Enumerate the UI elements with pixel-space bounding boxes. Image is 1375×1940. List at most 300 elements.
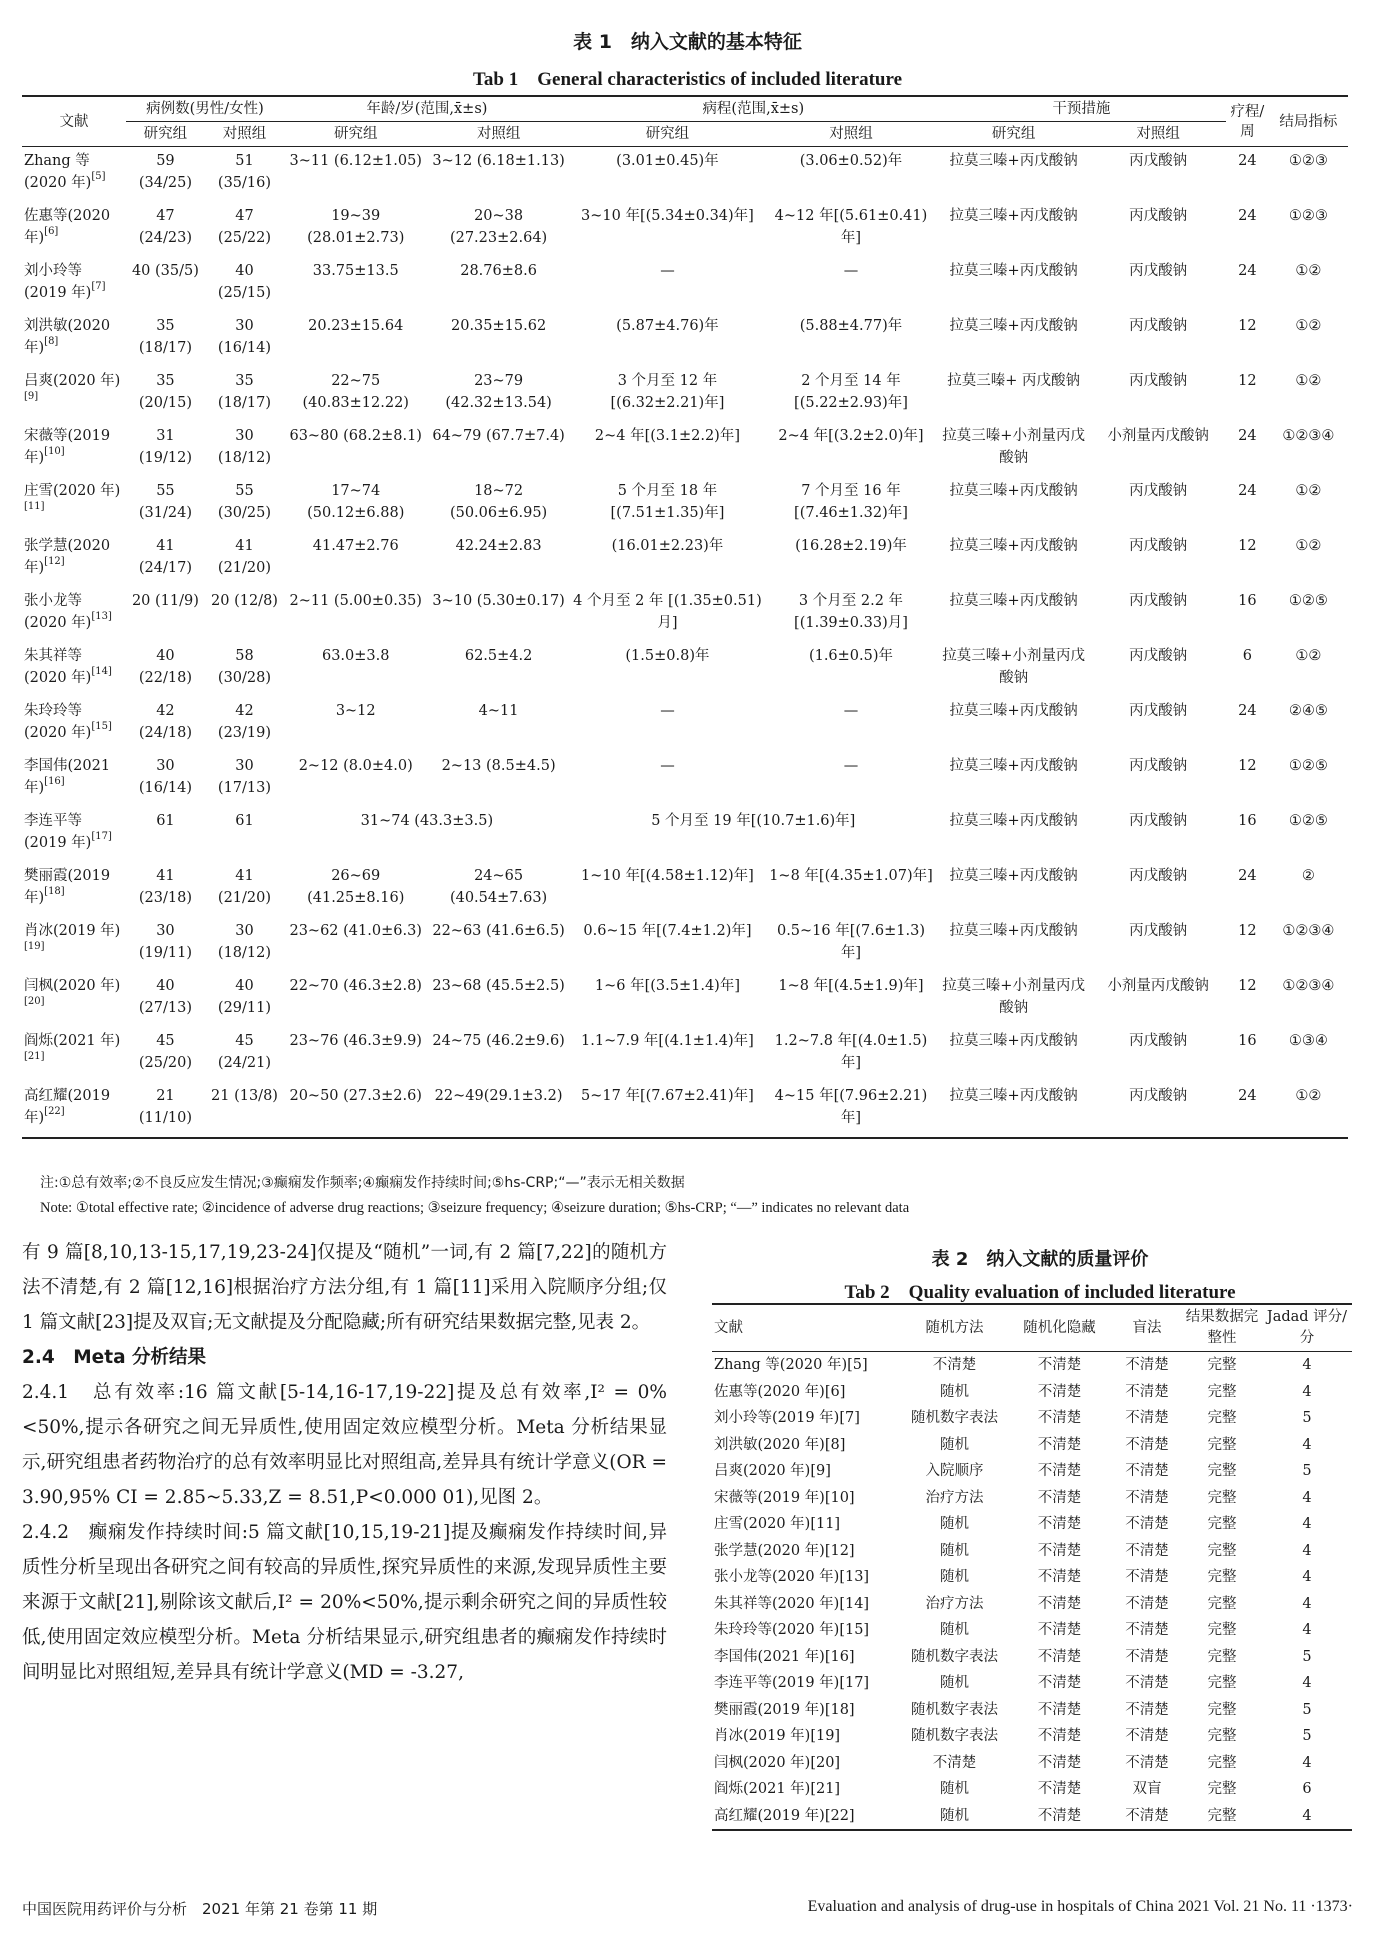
cell-random-method: 随机 (940, 1516, 969, 1533)
cell-completeness: 完整 (1207, 1595, 1237, 1612)
cell-course-study: 5 个月至 18 年 [(7.51±1.35)年] (610, 483, 725, 521)
cell-course-study: 3~10 年[(5.34±0.34)年] (581, 208, 754, 224)
t2-header-random: 随机方法 (902, 1304, 1007, 1352)
cell-completeness: 完整 (1207, 1542, 1237, 1559)
table-row (22, 642, 1348, 697)
t1-header-duration: 疗程/周 (1226, 96, 1269, 147)
cell-jadad-score: 4 (1302, 1516, 1312, 1533)
cell-reference: Zhang 等(2020 年)[5] (714, 1357, 868, 1374)
cell-cases-control: 45 (24/21) (217, 1033, 272, 1071)
cell-completeness: 完整 (1207, 1569, 1237, 1586)
cell-cases-study: 30 (16/14) (138, 758, 192, 796)
cell-reference: 肖冰(2019 年)[19] (714, 1728, 841, 1745)
cell-reference: 刘洪敏(2020 年)[8] (714, 1436, 846, 1453)
table2-caption-en: Tab 2 Quality evaluation of included literature (844, 1282, 1236, 1303)
cell-course-study: (3.01±0.45)年 (616, 153, 719, 169)
cell-age-control: 4~11 (478, 703, 519, 719)
cell-jadad-score: 4 (1302, 1754, 1312, 1771)
cell-age-study: 17~74 (50.12±6.88) (307, 483, 405, 521)
cell-reference (22, 1027, 126, 1082)
cell-age-control: 3~10 (5.30±0.17) (432, 593, 565, 609)
cell-duration: 24 (1238, 208, 1257, 224)
table2-caption-cn: 表 2 纳入文献的质量评价 (931, 1249, 1149, 1270)
cell-age-study: 3~12 (335, 703, 376, 719)
cell-course-control: — (843, 263, 859, 279)
cell-completeness: 完整 (1207, 1728, 1237, 1745)
cell-completeness: 完整 (1207, 1357, 1237, 1374)
cell-outcome: ①②⑤ (1288, 813, 1328, 829)
cell-reference: 刘小玲等(2019 年)[7] (714, 1410, 860, 1427)
cell-random-method: 随机 (940, 1675, 969, 1692)
reference-name: 张学慧(2020 年) (24, 538, 111, 576)
cell-intervention-control: 小剂量丙戊酸钠 (1107, 428, 1209, 444)
cell-cases-study: 47 (24/23) (138, 208, 192, 246)
cell-outcome: ①② (1295, 318, 1322, 334)
citation-number: [8] (44, 336, 59, 347)
cell-intervention-control: 丙戊酸钠 (1129, 648, 1188, 664)
cell-age-control: 2~13 (8.5±4.5) (441, 758, 556, 774)
cell-reference (22, 1082, 126, 1138)
cell-age-control: 28.76±8.6 (460, 263, 537, 279)
cell-age-study: 19~39 (28.01±2.73) (307, 208, 405, 246)
cell-random-method: 入院顺序 (925, 1463, 984, 1480)
t2-header-ref: 文献 (712, 1304, 902, 1352)
cell-outcome: ①②③④ (1282, 923, 1335, 939)
cell-cases-control: 61 (235, 813, 254, 829)
table1-caption-cn: 表 1 纳入文献的基本特征 (573, 31, 802, 53)
table-row (712, 1538, 1352, 1565)
cell-reference (22, 642, 126, 697)
cell-concealment: 不清楚 (1037, 1595, 1082, 1612)
cell-blinding: 不清楚 (1125, 1701, 1169, 1718)
cell-cases-study: 35 (18/17) (138, 318, 192, 356)
cell-random-method: 随机 (940, 1622, 969, 1639)
citation-number: [9] (24, 391, 39, 402)
citation-number: [5] (91, 171, 106, 182)
cell-cases-control: 40 (25/15) (217, 263, 272, 301)
reference-name: 肖冰(2019 年) (24, 923, 121, 939)
cell-course-control: 0.5~16 年[(7.6±1.3)年] (776, 923, 925, 961)
cell-reference (22, 367, 126, 422)
cell-reference: 朱其祥等(2020 年)[14] (714, 1595, 870, 1612)
cell-age-merged: 31~74 (43.3±3.5) (360, 813, 494, 829)
cell-concealment: 不清楚 (1037, 1383, 1082, 1400)
cell-completeness: 完整 (1207, 1701, 1237, 1718)
t1-header-intervention: 干预措施 (937, 96, 1226, 122)
table-row (22, 862, 1348, 917)
t1-header-course: 病程(范围,x̄±s) (570, 96, 937, 122)
cell-outcome: ①② (1295, 373, 1322, 389)
cell-intervention-control: 丙戊酸钠 (1129, 373, 1188, 389)
cell-course-control: 1~8 年[(4.35±1.07)年] (769, 868, 933, 884)
cell-outcome: ①②③④ (1282, 978, 1335, 994)
reference-name: 李国伟(2021 年) (24, 758, 111, 796)
cell-intervention-control: 丙戊酸钠 (1129, 593, 1188, 609)
cell-reference: 张学慧(2020 年)[12] (714, 1542, 855, 1559)
cell-random-method: 随机数字表法 (911, 1648, 998, 1665)
cell-intervention-study: 拉莫三嗪+丙戊酸钠 (949, 593, 1078, 609)
table-row (22, 532, 1348, 587)
cell-course-control: 1.2~7.8 年[(4.0±1.5)年] (774, 1033, 928, 1071)
cell-completeness: 完整 (1207, 1436, 1237, 1453)
table-row (22, 697, 1348, 752)
cell-outcome: ②④⑤ (1288, 703, 1328, 719)
cell-completeness: 完整 (1182, 1803, 1262, 1831)
cell-concealment: 不清楚 (1037, 1675, 1082, 1692)
table1-note-en: Note: ①total effective rate; ②incidence of adverse drug reactions; ③seizure frequency; ④seizure duration; ⑤hs-CRP; “—” indicates no relevant data (40, 1200, 910, 1216)
table-row (712, 1776, 1352, 1803)
cell-intervention-control: 丙戊酸钠 (1129, 263, 1188, 279)
cell-concealment: 不清楚 (1037, 1357, 1082, 1374)
cell-jadad-score: 5 (1302, 1463, 1312, 1480)
cell-age-control: 22~49(29.1±3.2) (427, 1082, 569, 1138)
cell-reference (22, 312, 126, 367)
t1-header-cases: 病例数(男性/女性) (126, 96, 284, 122)
t1-sub-study: 研究组 (284, 122, 427, 147)
reference-name: 刘洪敏(2020 年) (24, 318, 111, 356)
table-row (712, 1352, 1352, 1379)
reference-name: 闫枫(2020 年) (24, 978, 121, 994)
cell-duration: 16 (1238, 813, 1257, 829)
citation-number: [21] (24, 1051, 45, 1062)
table-row (22, 257, 1348, 312)
table-row (712, 1485, 1352, 1512)
cell-outcome: ①②③④ (1282, 428, 1335, 444)
cell-course-study: — (660, 758, 675, 774)
cell-intervention-control: 丙戊酸钠 (1129, 1033, 1188, 1049)
cell-random-method: 随机 (940, 1781, 969, 1798)
cell-age-study: 63.0±3.8 (321, 648, 390, 664)
cell-blinding: 不清楚 (1125, 1622, 1169, 1639)
cell-jadad-score: 5 (1302, 1728, 1312, 1745)
cell-intervention-study: 拉莫三嗪+丙戊酸钠 (949, 758, 1078, 774)
cell-outcome: ①② (1295, 648, 1322, 664)
cell-reference: 高红耀(2019 年)[22] (712, 1803, 902, 1831)
cell-reference: 阎烁(2021 年)[21] (714, 1781, 841, 1798)
cell-course-merged: 5 个月至 19 年[(10.7±1.6)年] (651, 813, 856, 829)
t1-header-age: 年龄/岁(范围,x̄±s) (284, 96, 570, 122)
cell-duration: 24 (1238, 703, 1257, 719)
cell-course-control: 4~12 年[(5.61±0.41)年] (774, 208, 928, 246)
t1-header-outcome: 结局指标 (1269, 96, 1348, 147)
cell-reference: 佐惠等(2020 年)[6] (714, 1383, 846, 1400)
cell-course-study: (16.01±2.23)年 (611, 538, 724, 554)
cell-cases-control: 30 (18/12) (217, 428, 272, 466)
cell-intervention-study: 拉莫三嗪+丙戊酸钠 (949, 923, 1078, 939)
cell-intervention-control: 丙戊酸钠 (1129, 318, 1188, 334)
cell-duration: 12 (1238, 538, 1257, 554)
cell-outcome: ①② (1295, 538, 1322, 554)
cell-age-control: 23~68 (45.5±2.5) (432, 978, 565, 994)
cell-blinding: 不清楚 (1125, 1754, 1169, 1771)
cell-duration: 24 (1238, 483, 1257, 499)
cell-duration: 6 (1242, 648, 1252, 664)
cell-intervention-control: 小剂量丙戊酸钠 (1107, 978, 1209, 994)
reference-name: 吕爽(2020 年) (24, 373, 121, 389)
cell-random-method: 治疗方法 (925, 1489, 984, 1506)
section-heading-meta: 2.4 Meta 分析结果 (22, 1347, 206, 1368)
citation-number: [11] (24, 501, 45, 512)
cell-age-study: 63~80 (68.2±8.1) (289, 428, 422, 444)
cell-age-study: 2~12 (8.0±4.0) (298, 758, 413, 774)
cell-reference (22, 587, 126, 642)
cell-course-control: (16.28±2.19)年 (795, 538, 907, 554)
cell-cases-study: 21 (11/10) (126, 1082, 205, 1138)
cell-cases-study: 35 (20/15) (138, 373, 192, 411)
cell-blinding: 不清楚 (1125, 1595, 1169, 1612)
cell-jadad-score: 5 (1302, 1701, 1312, 1718)
cell-course-study: — (660, 703, 675, 719)
cell-jadad-score: 4 (1302, 1595, 1312, 1612)
cell-course-study: 5~17 年[(7.67±2.41)年] (570, 1082, 765, 1138)
t2-header-blinding: 盲法 (1112, 1304, 1182, 1352)
table-row (22, 972, 1348, 1027)
cell-course-study: 1.1~7.9 年[(4.1±1.4)年] (581, 1033, 754, 1049)
cell-intervention-control: 丙戊酸钠 (1129, 208, 1188, 224)
t2-header-completeness: 结果数据完整性 (1182, 1304, 1262, 1352)
cell-completeness: 完整 (1207, 1489, 1237, 1506)
cell-concealment: 不清楚 (1007, 1803, 1112, 1831)
table-row (712, 1432, 1352, 1459)
cell-cases-study: 41 (24/17) (138, 538, 192, 576)
cell-blinding: 不清楚 (1125, 1675, 1169, 1692)
cell-reference: 张小龙等(2020 年)[13] (714, 1569, 870, 1586)
cell-concealment: 不清楚 (1037, 1569, 1082, 1586)
citation-number: [22] (44, 1106, 65, 1117)
cell-outcome: ② (1301, 868, 1315, 884)
citation-number: [12] (44, 556, 65, 567)
cell-jadad-score: 4 (1262, 1803, 1352, 1831)
cell-course-study: 0.6~15 年[(7.4±1.2)年] (583, 923, 752, 939)
cell-duration: 16 (1238, 1033, 1257, 1049)
cell-cases-control: 40 (29/11) (217, 978, 272, 1016)
body-text (22, 1235, 667, 1690)
cell-outcome: ①③④ (1288, 1033, 1328, 1049)
cell-blinding: 不清楚 (1125, 1569, 1169, 1586)
cell-concealment: 不清楚 (1037, 1728, 1082, 1745)
reference-name: 阎烁(2021 年) (24, 1033, 121, 1049)
cell-intervention-control: 丙戊酸钠 (1129, 813, 1188, 829)
table1 (22, 95, 1348, 1139)
table-row (22, 1027, 1348, 1082)
cell-reference (22, 257, 126, 312)
cell-reference: 樊丽霞(2019 年)[18] (714, 1701, 855, 1718)
cell-concealment: 不清楚 (1037, 1542, 1082, 1559)
t1-sub-study: 研究组 (570, 122, 765, 147)
citation-number: [14] (91, 666, 112, 677)
t1-sub-control: 对照组 (765, 122, 937, 147)
cell-blinding: 不清楚 (1125, 1463, 1169, 1480)
cell-outcome: ①②③ (1288, 153, 1328, 169)
cell-blinding: 不清楚 (1125, 1489, 1169, 1506)
cell-cases-control: 35 (18/17) (217, 373, 272, 411)
table-row (712, 1564, 1352, 1591)
reference-name: 佐惠等(2020 年) (24, 208, 111, 246)
cell-cases-control: 41 (21/20) (217, 538, 272, 576)
cell-blinding: 不清楚 (1125, 1383, 1169, 1400)
cell-jadad-score: 4 (1302, 1569, 1312, 1586)
cell-concealment: 不清楚 (1037, 1754, 1082, 1771)
cell-random-method: 随机 (940, 1542, 969, 1559)
t1-sub-study: 研究组 (126, 122, 205, 147)
cell-intervention-control: 丙戊酸钠 (1129, 153, 1188, 169)
cell-duration: 16 (1238, 593, 1257, 609)
paragraph-seizure-duration: 2.4.2 癫痫发作持续时间:5 篇文献[10,15,19-21]提及癫痫发作持续时间,异质性分析呈现出各研究之间有较高的异质性,探究异质性的来源,发现异质性主要来源于文献[21],剔除该文献后,I² = 20%<50%,提示剩余研究之间的异质性较低,使用固定效应模型分析。Meta 分析结果显示,研究组患者的癫痫发作持续时间明显比对照组短,差异具有统计学意义(MD = -3.27, (22, 1522, 667, 1683)
cell-random-method: 随机 (902, 1803, 1007, 1831)
cell-intervention-control: 丙戊酸钠 (1129, 538, 1188, 554)
cell-cases-study: 55 (31/24) (138, 483, 192, 521)
cell-completeness: 完整 (1207, 1648, 1237, 1665)
cell-age-control: 3~12 (6.18±1.13) (432, 153, 565, 169)
cell-duration: 12 (1238, 978, 1257, 994)
cell-age-study: 23~76 (46.3±9.9) (289, 1033, 422, 1049)
cell-reference (22, 477, 126, 532)
cell-reference (22, 752, 126, 807)
cell-outcome: ①② (1295, 263, 1322, 279)
cell-reference: 朱玲玲等(2020 年)[15] (714, 1622, 870, 1639)
cell-cases-control: 30 (17/13) (217, 758, 272, 796)
cell-intervention-study: 拉莫三嗪+丙戊酸钠 (949, 208, 1078, 224)
cell-cases-control: 21 (13/8) (205, 1082, 284, 1138)
cell-completeness: 完整 (1207, 1516, 1237, 1533)
cell-reference: 宋薇等(2019 年)[10] (714, 1489, 855, 1506)
citation-number: [15] (91, 721, 112, 732)
cell-cases-control: 55 (30/25) (217, 483, 272, 521)
cell-random-method: 随机数字表法 (911, 1410, 998, 1427)
table-row (22, 367, 1348, 422)
t2-header-jadad: Jadad 评分/分 (1262, 1304, 1352, 1352)
cell-course-study: 4 个月至 2 年 [(1.35±0.51)月] (573, 593, 762, 631)
cell-blinding: 不清楚 (1125, 1410, 1169, 1427)
paragraph-randomization: 有 9 篇[8,10,13-15,17,19,23-24]仅提及“随机”一词,有 2 篇[7,22]的随机方法不清楚,有 2 篇[12,16]根据治疗方法分组,有 1 篇[11]采用入院顺序分组;仅 1 篇文献[23]提及双盲;无文献提及分配隐藏;所有研究结果数据完整,见表 2。 (22, 1242, 667, 1333)
cell-intervention-study: 拉莫三嗪+丙戊酸钠 (949, 813, 1078, 829)
cell-cases-study: 59 (34/25) (138, 153, 192, 191)
cell-age-control: 18~72 (50.06±6.95) (449, 483, 548, 521)
t1-header-ref: 文献 (22, 96, 126, 147)
cell-random-method: 随机 (940, 1436, 969, 1453)
cell-jadad-score: 5 (1302, 1410, 1312, 1427)
cell-cases-study: 41 (23/18) (138, 868, 192, 906)
cell-blinding: 不清楚 (1125, 1648, 1169, 1665)
cell-intervention-control: 丙戊酸钠 (1129, 923, 1188, 939)
cell-intervention-study: 拉莫三嗪+丙戊酸钠 (949, 538, 1078, 554)
cell-intervention-control: 丙戊酸钠 (1129, 758, 1188, 774)
cell-reference (22, 532, 126, 587)
cell-reference: 庄雪(2020 年)[11] (714, 1516, 841, 1533)
reference-name: 朱玲玲等(2020 年) (24, 703, 92, 741)
cell-completeness: 完整 (1207, 1410, 1237, 1427)
cell-intervention-study: 拉莫三嗪+小剂量丙戊酸钠 (942, 428, 1085, 466)
cell-random-method: 治疗方法 (925, 1595, 984, 1612)
cell-reference: 李连平等(2019 年)[17] (714, 1675, 870, 1692)
cell-age-study: 26~69 (41.25±8.16) (307, 868, 405, 906)
cell-outcome: ①②③ (1288, 208, 1328, 224)
cell-blinding: 不清楚 (1125, 1357, 1169, 1374)
citation-number: [10] (44, 446, 65, 457)
cell-cases-study: 30 (19/11) (138, 923, 192, 961)
cell-duration: 12 (1238, 923, 1257, 939)
cell-course-study: (1.5±0.8)年 (625, 648, 710, 664)
table1-caption-en: Tab 1 General characteristics of included literature (472, 69, 903, 90)
cell-concealment: 不清楚 (1037, 1781, 1082, 1798)
table-row (22, 1082, 1348, 1138)
cell-age-study: 3~11 (6.12±1.05) (289, 153, 422, 169)
reference-name: 朱其祥等(2020 年) (24, 648, 92, 686)
cell-intervention-study: 拉莫三嗪+小剂量丙戊酸钠 (942, 978, 1085, 1016)
cell-age-study: 23~62 (41.0±6.3) (289, 923, 422, 939)
table-row (22, 312, 1348, 367)
table-row (712, 1670, 1352, 1697)
cell-outcome: ①② (1269, 1082, 1348, 1138)
t1-sub-control: 对照组 (427, 122, 569, 147)
cell-cases-control: 30 (16/14) (217, 318, 272, 356)
citation-number: [6] (44, 226, 59, 237)
cell-reference (22, 697, 126, 752)
cell-jadad-score: 5 (1302, 1648, 1312, 1665)
cell-random-method: 随机数字表法 (911, 1701, 998, 1718)
table-row (712, 1379, 1352, 1406)
cell-age-study: 22~75 (40.83±12.22) (302, 373, 409, 411)
cell-blinding: 不清楚 (1112, 1803, 1182, 1831)
cell-reference: 李国伟(2021 年)[16] (714, 1648, 855, 1665)
cell-course-control: 2 个月至 14 年 [(5.22±2.93)年] (794, 373, 908, 411)
cell-course-study: 3 个月至 12 年 [(6.32±2.21)年] (610, 373, 725, 411)
cell-age-study: 22~70 (46.3±2.8) (289, 978, 422, 994)
cell-outcome: ①②⑤ (1288, 758, 1328, 774)
cell-jadad-score: 4 (1302, 1357, 1312, 1374)
cell-jadad-score: 6 (1302, 1781, 1312, 1798)
cell-duration: 12 (1238, 318, 1257, 334)
table-row (712, 1617, 1352, 1644)
cell-course-control: 4~15 年[(7.96±2.21)年] (765, 1082, 937, 1138)
cell-age-control: 24~75 (46.2±9.6) (432, 1033, 565, 1049)
cell-age-control: 23~79 (42.32±13.54) (445, 373, 552, 411)
cell-blinding: 不清楚 (1125, 1436, 1169, 1453)
cell-course-control: — (843, 703, 859, 719)
table-row (22, 917, 1348, 972)
cell-concealment: 不清楚 (1037, 1516, 1082, 1533)
cell-reference: 吕爽(2020 年)[9] (714, 1463, 831, 1480)
cell-blinding: 不清楚 (1125, 1542, 1169, 1559)
cell-duration: 24 (1238, 153, 1257, 169)
cell-cases-study: 40 (35/5) (131, 263, 199, 279)
cell-outcome: ①② (1295, 483, 1322, 499)
table-row (712, 1644, 1352, 1671)
cell-intervention-control: 丙戊酸钠 (1129, 483, 1188, 499)
cell-intervention-study: 拉莫三嗪+丙戊酸钠 (949, 153, 1078, 169)
cell-completeness: 完整 (1207, 1675, 1237, 1692)
table-row (712, 1405, 1352, 1432)
cell-blinding: 不清楚 (1125, 1728, 1169, 1745)
cell-course-study: — (660, 263, 675, 279)
cell-age-control: 64~79 (67.7±7.4) (432, 428, 565, 444)
cell-reference (22, 862, 126, 917)
cell-course-control: — (843, 758, 859, 774)
cell-jadad-score: 4 (1302, 1489, 1312, 1506)
footer-journal-en: Evaluation and analysis of drug-use in hospitals of China 2021 Vol. 21 No. 11 ·1373· (807, 1898, 1353, 1915)
table-row (22, 422, 1348, 477)
cell-course-study: (5.87±4.76)年 (616, 318, 719, 334)
cell-cases-control: 42 (23/19) (217, 703, 272, 741)
reference-name: 刘小玲等(2019 年) (24, 263, 92, 301)
table1-note-cn: 注:①总有效率;②不良反应发生情况;③癫痫发作频率;④癫痫发作持续时间;⑤hs-CRP;“—”表示无相关数据 (40, 1175, 685, 1191)
citation-number: [7] (91, 281, 106, 292)
cell-intervention-control: 丙戊酸钠 (1090, 1082, 1226, 1138)
cell-course-control: (3.06±0.52)年 (799, 153, 903, 169)
t1-sub-control: 对照组 (1090, 122, 1226, 147)
table-row (712, 1697, 1352, 1724)
cell-course-control: 3 个月至 2.2 年 [(1.39±0.33)月] (794, 593, 908, 631)
